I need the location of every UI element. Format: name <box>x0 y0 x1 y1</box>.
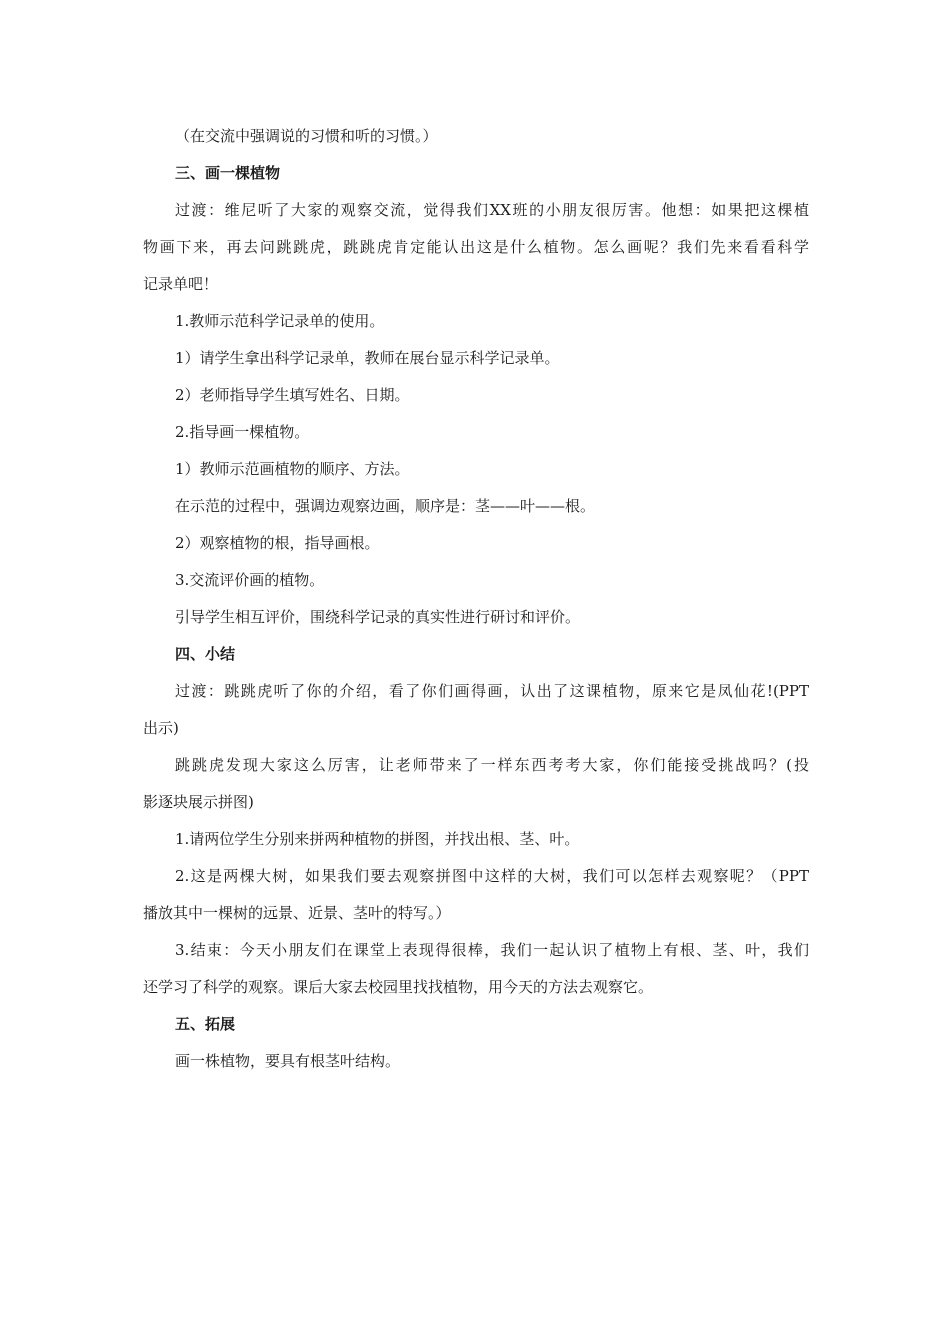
paragraph-continuation-line: 还学习了科学的观察。课后大家去校园里找找植物，用今天的方法去观察它。 <box>143 978 654 996</box>
section-heading: 三、画一棵植物 <box>175 164 281 182</box>
paragraph-line: 1）请学生拿出科学记录单，教师在展台显示科学记录单。 <box>175 349 560 367</box>
paragraph-line: 1.教师示范科学记录单的使用。 <box>175 312 385 330</box>
document-page <box>143 118 809 1080</box>
paragraph-line: 在示范的过程中，强调边观察边画，顺序是：茎——叶——根。 <box>175 497 596 515</box>
section-heading: 四、小结 <box>175 645 236 663</box>
paragraph-line: 2.指导画一棵植物。 <box>175 423 310 441</box>
section-heading: 五、拓展 <box>175 1015 236 1033</box>
paragraph-line: 跳跳虎发现大家这么厉害，让老师带来了一样东西考考大家，你们能接受挑战吗？(投 <box>175 756 809 774</box>
paragraph-line: 过渡：跳跳虎听了你的介绍，看了你们画得画，认出了这课植物，原来它是凤仙花!(PPT <box>175 682 809 700</box>
paragraph-continuation-line: 记录单吧！ <box>143 275 219 293</box>
paragraph-line: （在交流中强调说的习惯和听的习惯。） <box>175 127 438 145</box>
paragraph-line: 3.结束：今天小朋友们在课堂上表现得很棒，我们一起认识了植物上有根、茎、叶，我们 <box>175 941 809 959</box>
paragraph-line: 1）教师示范画植物的顺序、方法。 <box>175 460 410 478</box>
paragraph-line: 2）观察植物的根，指导画根。 <box>175 534 380 552</box>
paragraph-line: 1.请两位学生分别来拼两种植物的拼图，并找出根、茎、叶。 <box>175 830 580 848</box>
paragraph-line: 2）老师指导学生填写姓名、日期。 <box>175 386 410 404</box>
paragraph-continuation-line: 影逐块展示拼图) <box>143 793 254 811</box>
paragraph-line: 引导学生相互评价，围绕科学记录的真实性进行研讨和评价。 <box>175 608 581 626</box>
paragraph-line: 画一株植物，要具有根茎叶结构。 <box>175 1052 401 1070</box>
paragraph-continuation-line: 出示) <box>143 719 179 737</box>
paragraph-line: 过渡：维尼听了大家的观察交流，觉得我们XX班的小朋友很厉害。他想：如果把这棵植 <box>175 201 809 219</box>
paragraph-continuation-line: 播放其中一棵树的远景、近景、茎叶的特写。） <box>143 904 451 922</box>
paragraph-continuation-line: 物画下来，再去问跳跳虎，跳跳虎肯定能认出这是什么植物。怎么画呢？我们先来看看科学 <box>143 238 809 256</box>
paragraph-line: 2.这是两棵大树，如果我们要去观察拼图中这样的大树，我们可以怎样去观察呢？（PPT <box>175 867 809 885</box>
paragraph-line: 3.交流评价画的植物。 <box>175 571 325 589</box>
